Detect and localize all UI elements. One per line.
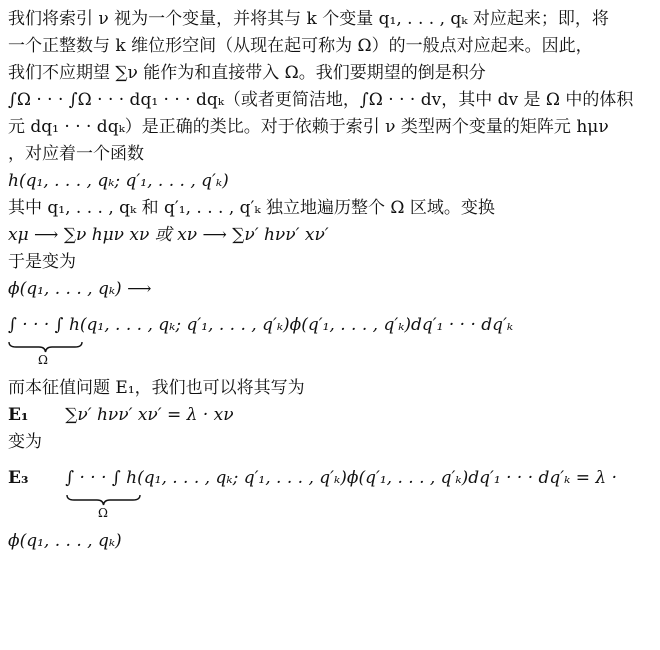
- underbrace-icon: [66, 494, 141, 506]
- text-line-3: 我们不应期望 ∑ν 能作为和直接带入 Ω。我们要期望的倒是积分: [8, 63, 486, 83]
- text-line-1: 我们将索引 ν 视为一个变量，并将其与 k 个变量 q₁, . . . , qₖ 对应起来；即，将: [8, 9, 609, 29]
- formula-e3: [8, 456, 656, 528]
- formula-integral-transform: [8, 303, 656, 375]
- equation-e3-row: [8, 458, 617, 498]
- equation-e1-expression: ∑ν′ hνν′ xν′ = λ · xν: [65, 405, 234, 425]
- text-line-6: ，对应着一个函数: [8, 144, 144, 164]
- text-line-8: 其中 q₁, . . . , qₖ 和 q′₁, . . . , q′ₖ 独立地遍历整个 Ω 区域。变换: [8, 198, 495, 218]
- text-line-4: ∫Ω · · · ∫Ω · · · dq₁ · · · dqₖ（或者更简洁地，∫Ω · · · dv，其中 dv 是 Ω 中的体积: [8, 90, 634, 110]
- formula-phi-map: ϕ(q₁, . . . , qₖ) ⟶: [8, 279, 152, 299]
- text-line-13: 而本征值问题 E₁，我们也可以将其写为: [8, 378, 305, 398]
- integral-expression: ∫ · · · ∫ h(q₁, . . . , qₖ; q′₁, . . . , q′ₖ)ϕ(q′₁, . . . , q′ₖ)dq′₁ · · · dq′ₖ: [8, 315, 514, 335]
- text-line-5: 元 dq₁ · · · dqₖ）是正确的类比。对于依赖于索引 ν 类型两个变量的矩阵元 hμν: [8, 117, 609, 137]
- equation-label-e1: E₁: [8, 405, 29, 425]
- formula-transform: xμ ⟶ ∑ν hμν xν 或 xν ⟶ ∑ν′ hνν′ xν′: [8, 225, 329, 245]
- text-line-10: 于是变为: [8, 252, 76, 272]
- underbrace-omega-label: Ω: [38, 353, 48, 367]
- text-line-2: 一个正整数与 k 维位形空间（从现在起可称为 Ω）的一般点对应起来。因此，: [8, 36, 593, 56]
- equation-e3-expression: ∫ · · · ∫ h(q₁, . . . , qₖ; q′₁, . . . , q′ₖ)ϕ(q′₁, . . . , q′ₖ)dq′₁ · · · dq′ₖ = λ ·: [65, 468, 617, 488]
- formula-phi-tail: ϕ(q₁, . . . , qₖ): [8, 531, 122, 551]
- underbrace-icon: [8, 341, 83, 353]
- document-body: [8, 6, 656, 555]
- formula-kernel: h(q₁, . . . , qₖ; q′₁, . . . , q′ₖ): [8, 171, 229, 191]
- formula-e1: [8, 402, 656, 429]
- text-line-15: 变为: [8, 432, 42, 452]
- underbrace-omega-label: Ω: [98, 506, 108, 520]
- equation-label-e3: E₃: [8, 468, 29, 488]
